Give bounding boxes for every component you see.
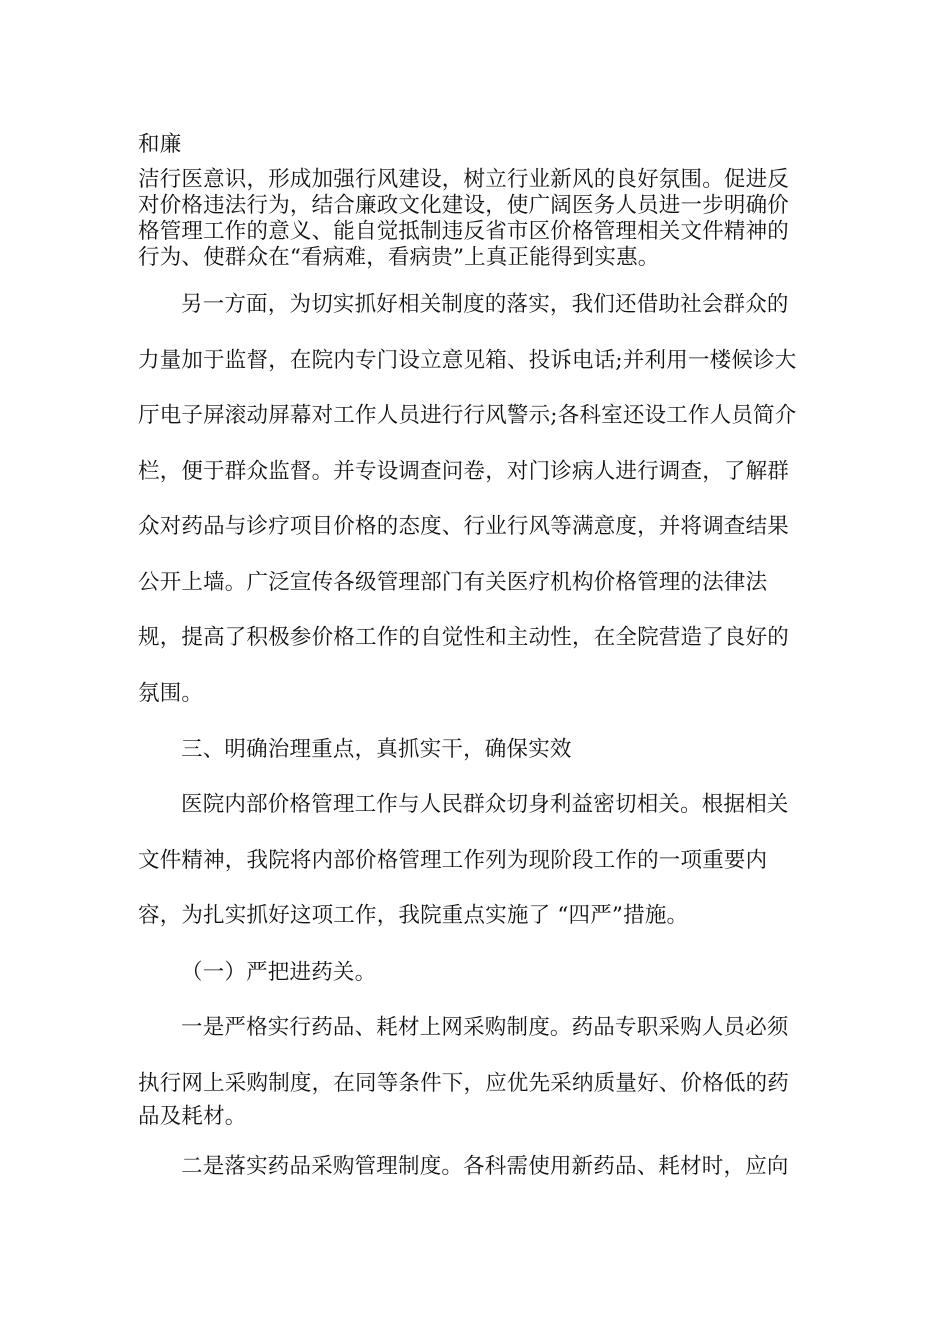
subsection-heading: （一）严把进药关。 [181,960,377,985]
text-line: 医院内部价格管理工作与人民群众切身利益密切相关。根据相关 [181,792,789,817]
text-line: 力量加于监督，在院内专门设立意见箱、投诉电话;并利用一楼候诊大 [138,348,797,373]
text-line: 厅电子屏滚动屏幕对工作人员进行行风警示;各科室还设工作人员简介 [138,403,797,428]
text-line: 洁行医意识，形成加强行风建设，树立行业新风的良好氛围。促进反 [138,167,790,192]
text-line: 规，提高了积极参价格工作的自觉性和主动性，在全院营造了良好的 [138,625,790,650]
section-heading: 三、明确治理重点，真抓实干，确保实效 [181,737,572,762]
text-line: 对价格违法行为，结合廉政文化建设，使广阔医务人员进一步明确价 [138,193,790,218]
text-line: 一是严格实行药品、耗材上网采购制度。药品专职采购人员必须 [181,1015,789,1040]
text-line: 格管理工作的意义、能自觉抵制违反省市区价格管理相关文件精神的 [138,219,790,244]
text-line: 栏，便于群众监督。并专设调查问卷，对门诊病人进行调查，了解群 [138,459,790,484]
text-line: 行为、使群众在“看病难，看病贵”上真正能得到实惠。 [138,245,660,270]
text-line: 二是落实药品采购管理制度。各科需使用新药品、耗材时，应向 [181,1154,789,1179]
text-line: 众对药品与诊疗项目价格的态度、行业行风等满意度，并将调查结果 [138,514,790,539]
text-line: 另一方面，为切实抓好相关制度的落实，我们还借助社会群众的 [181,292,789,317]
text-line: 和廉 [138,132,182,157]
text-line: 品及耗材。 [138,1104,247,1129]
text-line: 氛围。 [138,681,204,706]
text-line: 容，为扎实抓好这项工作，我院重点实施了 “四严”措施。 [138,903,689,928]
text-line: 公开上墙。广泛宣传各级管理部门有关医疗机构价格管理的法律法 [138,570,768,595]
text-line: 文件精神，我院将内部价格管理工作列为现阶段工作的一项重要内 [138,848,768,873]
text-line: 执行网上采购制度，在同等条件下，应优先采纳质量好、价格低的药 [138,1071,790,1096]
